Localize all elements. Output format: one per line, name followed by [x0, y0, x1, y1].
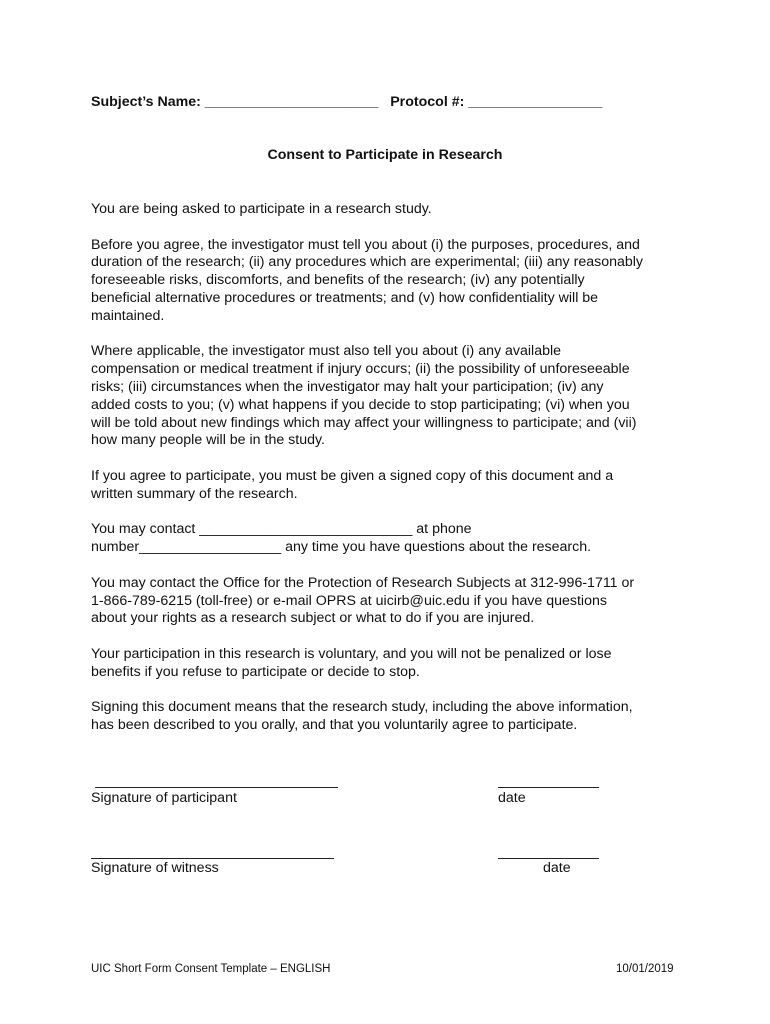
paragraph-line: foreseeable risks, discomforts, and benefits of the research; (iv) any potentially — [91, 272, 585, 289]
footer-template-name: UIC Short Form Consent Template – ENGLISH — [91, 963, 331, 975]
participant-signature-label: Signature of participant — [91, 790, 237, 806]
paragraph-line: You are being asked to participate in a research study. — [91, 201, 432, 217]
consent-paragraph — [91, 575, 691, 628]
paragraph-line: maintained. — [91, 307, 165, 324]
consent-paragraph — [91, 699, 691, 735]
protocol-number-field: Protocol #: _________________ — [390, 94, 603, 110]
paragraph-line: If you agree to participate, you must be given a signed copy of this document and a — [91, 467, 614, 484]
consent-paragraph — [91, 201, 691, 219]
paragraph-line: added costs to you; (v) what happens if you decide to stop participating; (vi) when you — [91, 396, 630, 413]
paragraph-line: benefits if you refuse to participate or decide to stop. — [91, 663, 420, 680]
paragraph-line: about your rights as a research subject or what to do if you are injured. — [91, 610, 535, 627]
document-header — [91, 94, 602, 110]
paragraph-line: Signing this document means that the research study, including the above information, — [91, 699, 633, 716]
witness-date-label: date — [543, 860, 571, 876]
consent-paragraph — [91, 237, 691, 326]
paragraph-line: compensation or medical treatment if injury occurs; (ii) the possibility of unforeseeable — [91, 361, 630, 378]
paragraph-line: duration of the research; (ii) any procedures which are experimental; (iii) any reasonably — [91, 254, 644, 271]
paragraph-line: beneficial alternative procedures or treatments; and (v) how confidentiality will be — [91, 289, 599, 306]
witness-signature-line — [91, 858, 334, 859]
consent-paragraph — [91, 468, 691, 504]
consent-paragraph — [91, 343, 691, 450]
paragraph-line: will be told about new findings which may affect your willingness to participate; and (vii) — [91, 414, 637, 431]
paragraph-line: how many people will be in the study. — [91, 432, 325, 449]
paragraph-line: risks; (iii) circumstances when the investigator may halt your participation; (iv) any — [91, 378, 604, 395]
paragraph-line: Where applicable, the investigator must also tell you about (i) any available — [91, 343, 562, 360]
paragraph-line: number__________________ any time you have questions about the research. — [91, 539, 592, 556]
footer-date: 10/01/2019 — [616, 963, 674, 975]
paragraph-line: has been described to you orally, and that you voluntarily agree to participate. — [91, 717, 578, 734]
participant-signature-line — [95, 787, 338, 788]
participant-date-label: date — [498, 790, 526, 806]
paragraph-line: You may contact ___________________________ at phone — [91, 521, 472, 538]
paragraph-line: You may contact the Office for the Protection of Research Subjects at 312-996-1711 or — [91, 574, 635, 591]
consent-paragraph — [91, 646, 691, 682]
paragraph-line: Before you agree, the investigator must tell you about (i) the purposes, procedures, and — [91, 236, 640, 253]
subject-name-field: Subject’s Name: ______________________ — [91, 94, 379, 110]
paragraph-line: written summary of the research. — [91, 485, 298, 502]
consent-body — [91, 201, 691, 753]
paragraph-line: 1-866-789-6215 (toll-free) or e-mail OPRS at uicirb@uic.edu if you have questions — [91, 592, 607, 609]
document-title: Consent to Participate in Research — [267, 147, 503, 163]
witness-date-line — [498, 858, 599, 859]
witness-signature-label: Signature of witness — [91, 860, 219, 876]
participant-date-line — [498, 787, 599, 788]
consent-paragraph — [91, 521, 691, 557]
paragraph-line: Your participation in this research is voluntary, and you will not be penalized or lose — [91, 645, 612, 662]
